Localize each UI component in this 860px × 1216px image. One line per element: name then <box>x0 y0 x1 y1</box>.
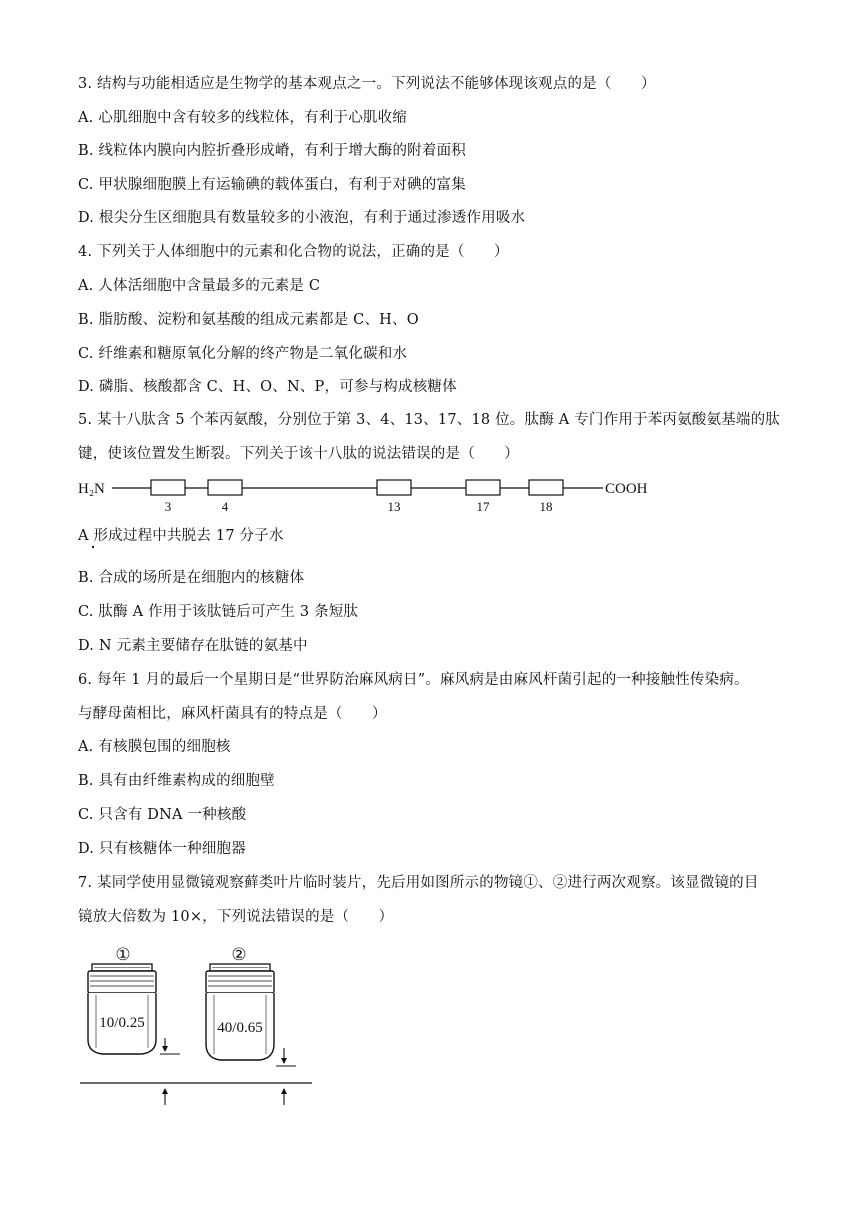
position-label-18: 18 <box>539 499 553 514</box>
lens-1-number: ① <box>115 945 131 964</box>
q3-option-d: D. 根尖分生区细胞具有数量较多的小液泡，有利于通过渗透作用吸水 <box>78 210 526 226</box>
lens-1-label: 10/0.25 <box>99 1015 145 1031</box>
q4-option-d: D. 磷脂、核酸都含 C、H、O、N、P，可参与构成核糖体 <box>78 379 457 395</box>
position-label-4: 4 <box>221 499 229 514</box>
q6-option-d: D. 只有核糖体一种细胞器 <box>78 841 246 857</box>
objective-lens-2 <box>206 945 274 1060</box>
q3-option-a: A. 心肌细胞中含有较多的线粒体，有利于心肌收缩 <box>78 110 407 126</box>
q4-stem: 4. 下列关于人体细胞中的元素和化合物的说法，正确的是（ ） <box>78 244 509 260</box>
residue-box-3 <box>151 480 185 495</box>
q3-stem: 3. 结构与功能相适应是生物学的基本观点之一。下列说法不能够体现该观点的是（ ） <box>78 76 656 92</box>
position-label-17: 17 <box>476 499 490 514</box>
objective-lens-1 <box>88 945 156 1054</box>
stray-dot-mark <box>92 546 94 548</box>
residue-box-13 <box>377 480 411 495</box>
peptide-chain-diagram <box>78 474 678 516</box>
q3-option-c: C. 甲状腺细胞膜上有运输碘的载体蛋白，有利于对碘的富集 <box>78 177 466 193</box>
residue-box-18 <box>529 480 563 495</box>
q6-option-c: C. 只含有 DNA 一种核酸 <box>78 807 247 823</box>
q5-option-a: A 形成过程中共脱去 17 分子水 <box>78 528 284 544</box>
q6-stem-line2: 与酵母菌相比，麻风杆菌具有的特点是（ ） <box>78 706 387 722</box>
q7-stem-line1: 7. 某同学使用显微镜观察藓类叶片临时装片，先后用如图所示的物镜①、②进行两次观察。该显微镜的目 <box>78 875 759 891</box>
q4-option-a: A. 人体活细胞中含量最多的元素是 C <box>78 278 321 294</box>
residue-box-17 <box>466 480 500 495</box>
q6-stem-line1: 6. 每年 1 月的最后一个星期日是“世界防治麻风病日”。麻风病是由麻风杆菌引起的一种接触性传染病。 <box>78 672 749 688</box>
c-terminus-label: COOH <box>605 481 648 497</box>
q3-option-b: B. 线粒体内膜向内腔折叠形成嵴，有利于增大酶的附着面积 <box>78 143 466 159</box>
working-distance-marker-1 <box>160 1038 180 1105</box>
lens-2-number: ② <box>231 945 247 964</box>
objective-lens-diagram <box>78 940 318 1110</box>
position-label-13: 13 <box>387 499 401 514</box>
q6-option-b: B. 具有由纤维素构成的细胞壁 <box>78 773 275 789</box>
q4-option-c: C. 纤维素和糖原氧化分解的终产物是二氧化碳和水 <box>78 346 408 362</box>
lens-2-label: 40/0.65 <box>217 1020 263 1036</box>
q7-stem-line2: 镜放大倍数为 10×，下列说法错误的是（ ） <box>78 909 394 925</box>
position-label-3: 3 <box>164 499 172 514</box>
q5-stem-line2: 键，使该位置发生断裂。下列关于该十八肽的说法错误的是（ ） <box>78 446 519 462</box>
q5-stem-line1: 5. 某十八肽含 5 个苯丙氨酸，分别位于第 3、4、13、17、18 位。肽酶 A 专门作用于苯丙氨酸氨基端的肽 <box>78 412 780 428</box>
q5-option-d: D. N 元素主要储存在肽链的氨基中 <box>78 638 308 654</box>
q5-option-b: B. 合成的场所是在细胞内的核糖体 <box>78 570 305 586</box>
residue-box-4 <box>208 480 242 495</box>
q4-option-b: B. 脂肪酸、淀粉和氨基酸的组成元素都是 C、H、O <box>78 312 419 328</box>
n-terminus-label: H₂N <box>78 481 105 497</box>
q5-option-c: C. 肽酶 A 作用于该肽链后可产生 3 条短肽 <box>78 604 359 620</box>
q6-option-a: A. 有核膜包围的细胞核 <box>78 739 231 755</box>
working-distance-marker-2 <box>276 1048 296 1105</box>
